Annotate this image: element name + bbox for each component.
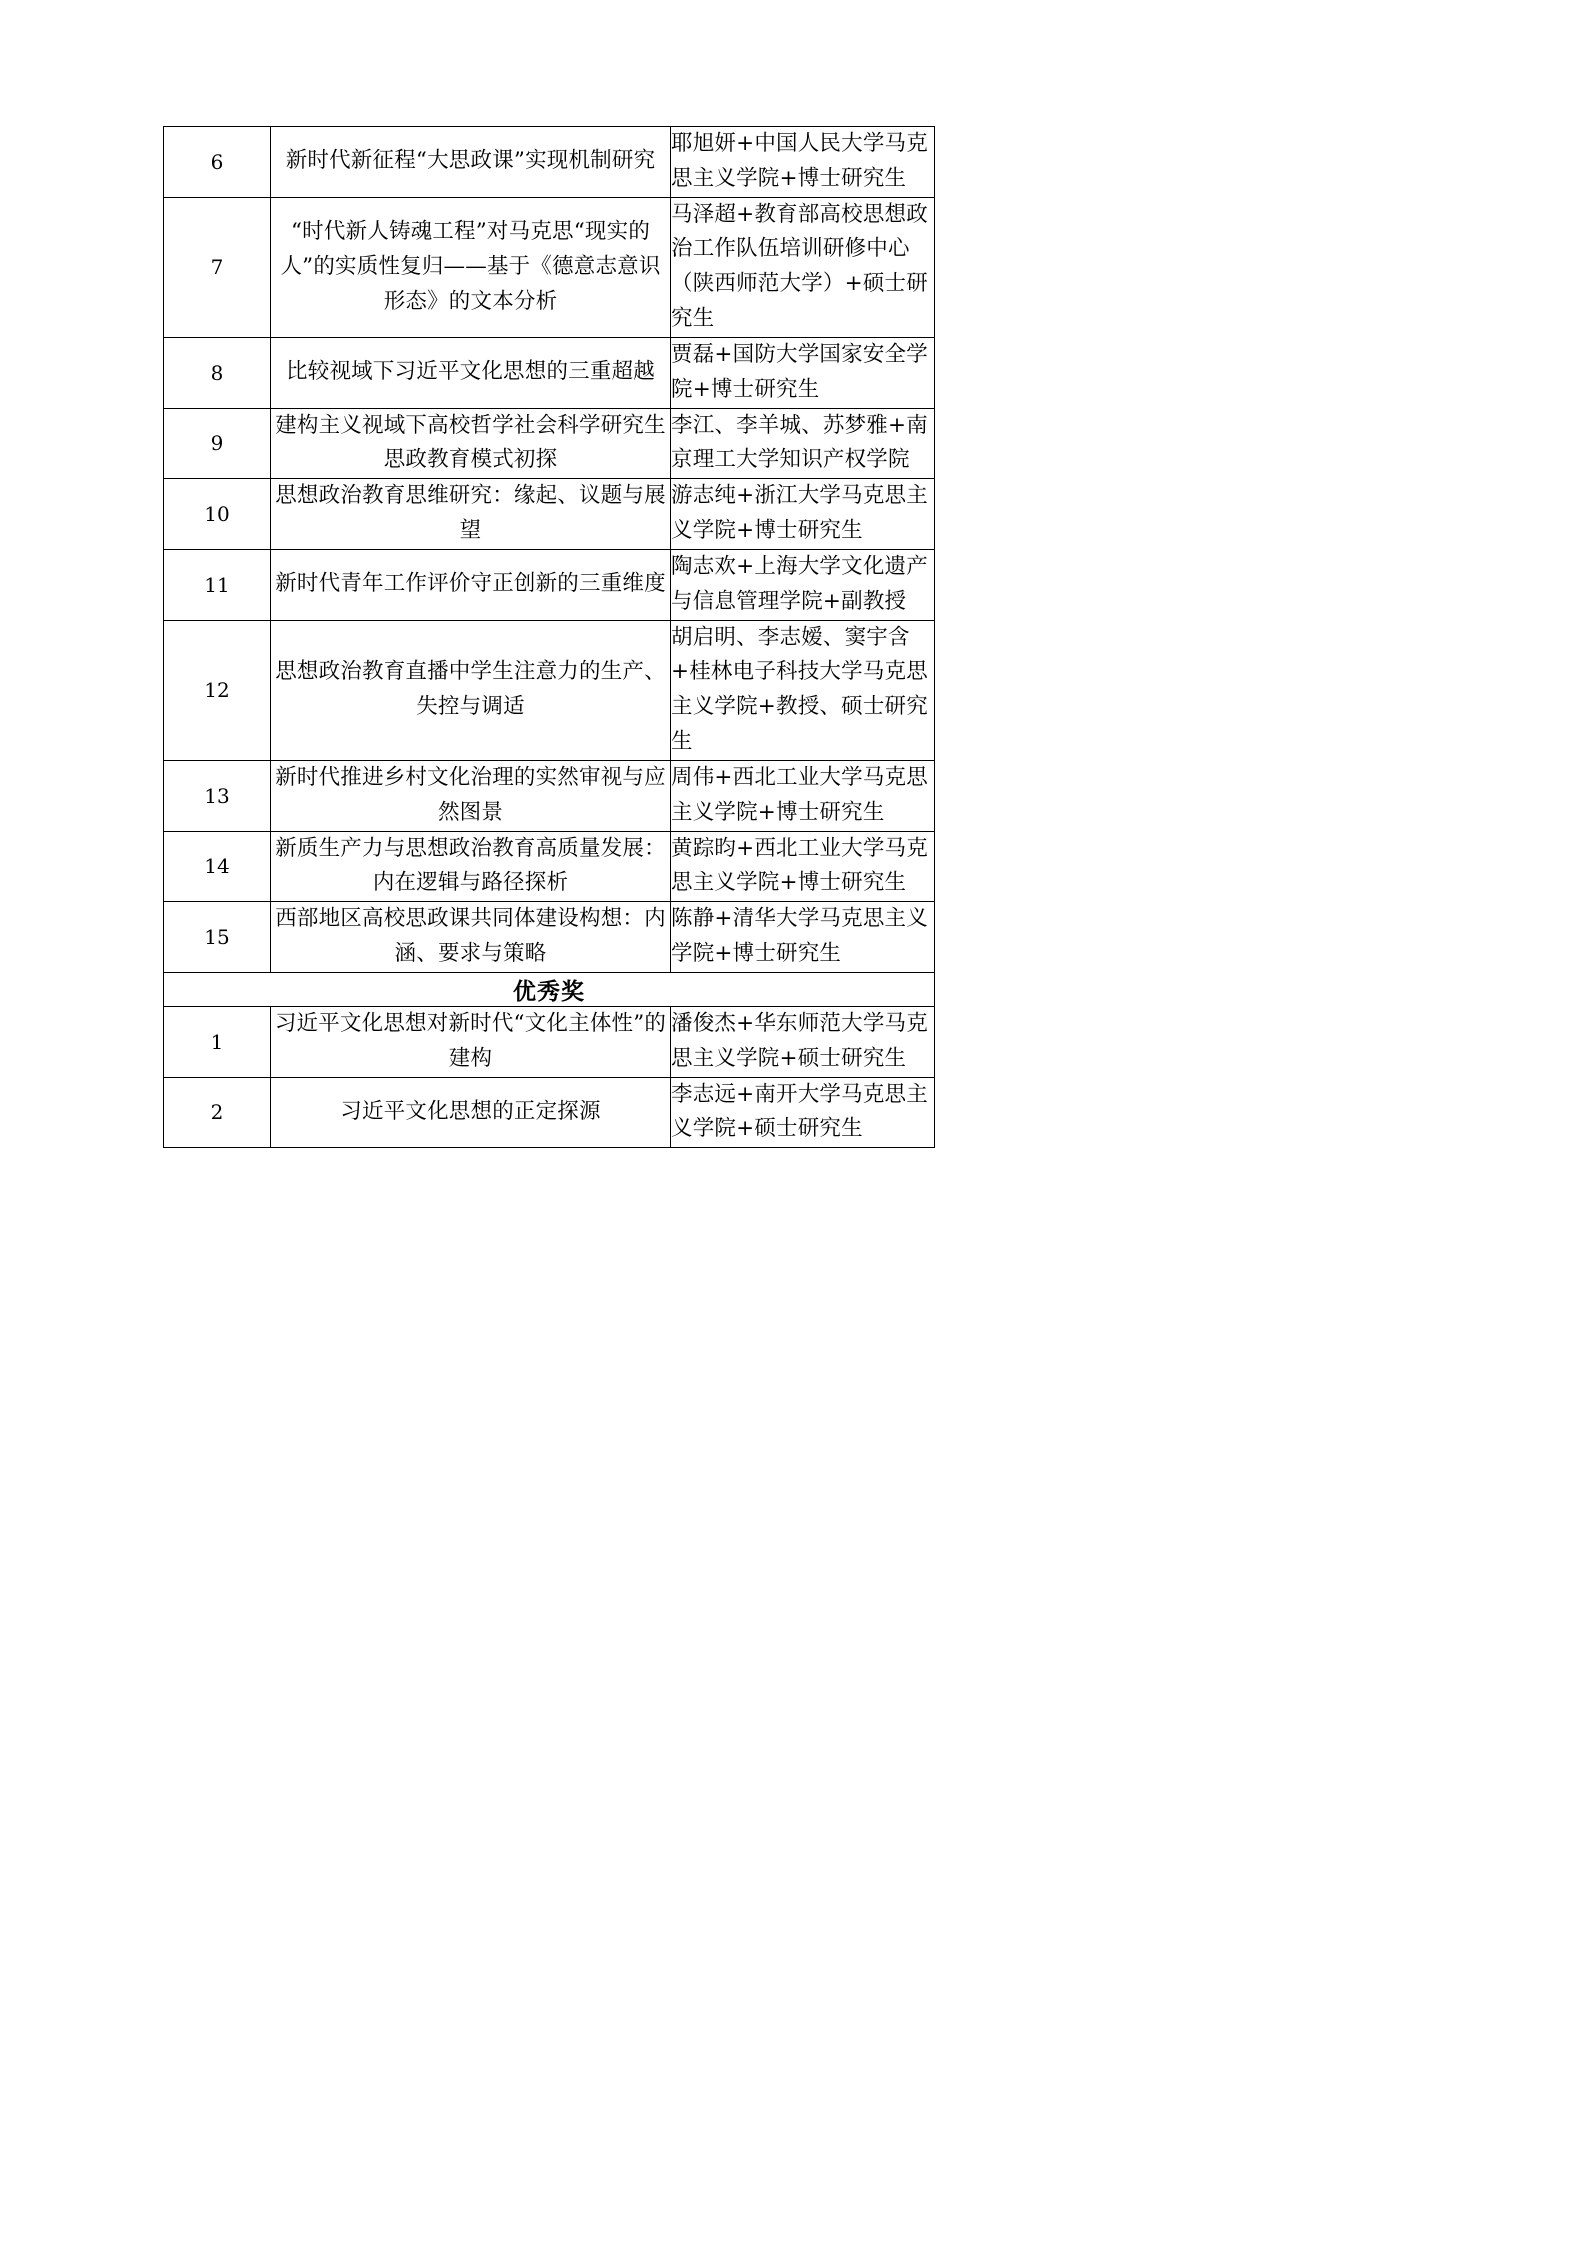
row-title: 习近平文化思想对新时代“文化主体性”的建构 xyxy=(271,1006,671,1077)
row-title: 建构主义视域下高校哲学社会科学研究生思政教育模式初探 xyxy=(271,408,671,479)
row-author: 贾磊+国防大学国家安全学院+博士研究生 xyxy=(671,337,935,408)
row-number: 15 xyxy=(164,902,271,973)
row-title: 西部地区高校思政课共同体建设构想：内涵、要求与策略 xyxy=(271,902,671,973)
row-number: 2 xyxy=(164,1077,271,1148)
row-title: 习近平文化思想的正定探源 xyxy=(271,1077,671,1148)
row-author: 胡启明、李志嫒、窦宇含+桂林电子科技大学马克思主义学院+教授、硕士研究生 xyxy=(671,620,935,760)
table-row xyxy=(164,127,935,198)
row-number: 8 xyxy=(164,337,271,408)
row-title: 新时代新征程“大思政课”实现机制研究 xyxy=(271,127,671,198)
table-row xyxy=(164,1077,935,1148)
row-number: 11 xyxy=(164,549,271,620)
row-title: 思想政治教育思维研究：缘起、议题与展望 xyxy=(271,479,671,550)
table-row xyxy=(164,197,935,337)
row-author: 耶旭妍+中国人民大学马克思主义学院+博士研究生 xyxy=(671,127,935,198)
table-row xyxy=(164,1006,935,1077)
row-title: 新质生产力与思想政治教育高质量发展：内在逻辑与路径探析 xyxy=(271,831,671,902)
table-row xyxy=(164,408,935,479)
table-row xyxy=(164,760,935,831)
award-table-container xyxy=(163,126,934,1148)
award-table xyxy=(163,126,935,1148)
row-author: 马泽超+教育部高校思想政治工作队伍培训研修中心（陕西师范大学）+硕士研究生 xyxy=(671,197,935,337)
table-section-row xyxy=(164,972,935,1006)
row-number: 14 xyxy=(164,831,271,902)
row-title: 思想政治教育直播中学生注意力的生产、失控与调适 xyxy=(271,620,671,760)
section-label: 优秀奖 xyxy=(164,972,935,1006)
row-number: 9 xyxy=(164,408,271,479)
row-number: 10 xyxy=(164,479,271,550)
row-number: 13 xyxy=(164,760,271,831)
award-table-body xyxy=(164,127,935,1148)
row-author: 李江、李羊城、苏梦雅+南京理工大学知识产权学院 xyxy=(671,408,935,479)
row-author: 李志远+南开大学马克思主义学院+硕士研究生 xyxy=(671,1077,935,1148)
row-number: 6 xyxy=(164,127,271,198)
table-row xyxy=(164,479,935,550)
row-author: 潘俊杰+华东师范大学马克思主义学院+硕士研究生 xyxy=(671,1006,935,1077)
row-author: 陶志欢+上海大学文化遗产与信息管理学院+副教授 xyxy=(671,549,935,620)
table-row xyxy=(164,831,935,902)
row-title: 新时代推进乡村文化治理的实然审视与应然图景 xyxy=(271,760,671,831)
table-row xyxy=(164,549,935,620)
row-author: 周伟+西北工业大学马克思主义学院+博士研究生 xyxy=(671,760,935,831)
row-author: 陈静+清华大学马克思主义学院+博士研究生 xyxy=(671,902,935,973)
row-title: “时代新人铸魂工程”对马克思“现实的人”的实质性复归——基于《德意志意识形态》的文本分析 xyxy=(271,197,671,337)
row-number: 7 xyxy=(164,197,271,337)
table-row xyxy=(164,337,935,408)
row-number: 1 xyxy=(164,1006,271,1077)
row-title: 新时代青年工作评价守正创新的三重维度 xyxy=(271,549,671,620)
row-number: 12 xyxy=(164,620,271,760)
row-author: 黄踪昀+西北工业大学马克思主义学院+博士研究生 xyxy=(671,831,935,902)
table-row xyxy=(164,902,935,973)
row-title: 比较视域下习近平文化思想的三重超越 xyxy=(271,337,671,408)
table-row xyxy=(164,620,935,760)
row-author: 游志纯+浙江大学马克思主义学院+博士研究生 xyxy=(671,479,935,550)
